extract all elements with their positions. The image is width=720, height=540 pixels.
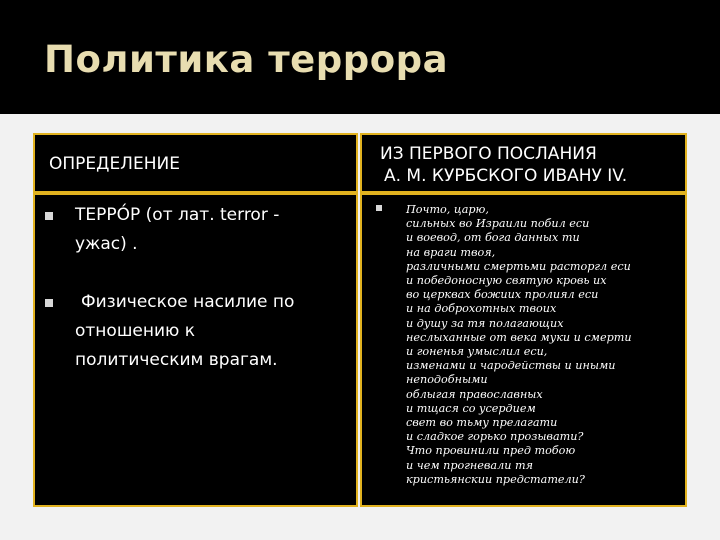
letter-line: во церквах божиих пролиял еси (406, 288, 599, 302)
letter-line: и тщася со усердием (406, 401, 536, 415)
title-bar (0, 0, 720, 114)
letter-line: и гоненья умыслил еси, (406, 345, 548, 359)
source-header (380, 143, 627, 187)
letter-line: Почто, царю, (406, 203, 489, 216)
source-body-box (360, 193, 687, 507)
definition-item-2-line2: отношению к (75, 321, 195, 341)
letter-line: и победоносную святую кровь их (406, 274, 607, 288)
bullet-icon (45, 212, 53, 220)
bullet-icon (45, 299, 53, 307)
definition-item-2-line1: Физическое насилие по (81, 292, 295, 312)
definition-item-1-line2: ужас) . (75, 234, 138, 254)
definition-item-2 (75, 288, 294, 375)
source-header-line2: А. М. КУРБСКОГО ИВАНУ IV. (384, 166, 628, 186)
source-header-line1: ИЗ ПЕРВОГО ПОСЛАНИЯ (380, 144, 597, 164)
letter-line: облыгая православных (406, 387, 543, 401)
slide-title: Политика террора (44, 38, 449, 81)
letter-line: и чем прогневали тя (406, 458, 534, 472)
letter-line: и воевод, от бога данных ти (406, 231, 580, 245)
letter-line: сильных во Израили побил еси (406, 217, 590, 231)
bullet-icon (376, 205, 382, 211)
letter-line: свет во тьму прелагати (406, 416, 558, 430)
letter-quote (406, 203, 676, 487)
letter-line: неслыханные от века муки и смерти (406, 330, 632, 344)
letter-line: неподобными (406, 373, 488, 387)
definition-header-box (33, 133, 358, 193)
letter-line: и на доброхотных твоих (406, 302, 557, 316)
letter-line: различными смертьми расторгл еси (406, 259, 631, 273)
definition-header: ОПРЕДЕЛЕНИЕ (49, 154, 180, 174)
source-header-box (360, 133, 687, 193)
letter-line: изменами и чародействы и иными (406, 359, 616, 373)
definition-item-1-line1: ТЕРРО́Р (от лат. terror - (75, 205, 280, 225)
letter-line: Что провинили пред тобою (406, 444, 576, 458)
definition-body-box (33, 193, 358, 507)
letter-line: на враги твоя, (406, 245, 496, 259)
definition-item-2-line3: политическим врагам. (75, 350, 278, 370)
letter-line: и душу за тя полагающих (406, 316, 564, 330)
letter-line: и сладкое горько прозывати? (406, 430, 584, 444)
definition-item-1 (75, 201, 279, 259)
letter-line: кристьянскии предстатели? (406, 472, 585, 486)
